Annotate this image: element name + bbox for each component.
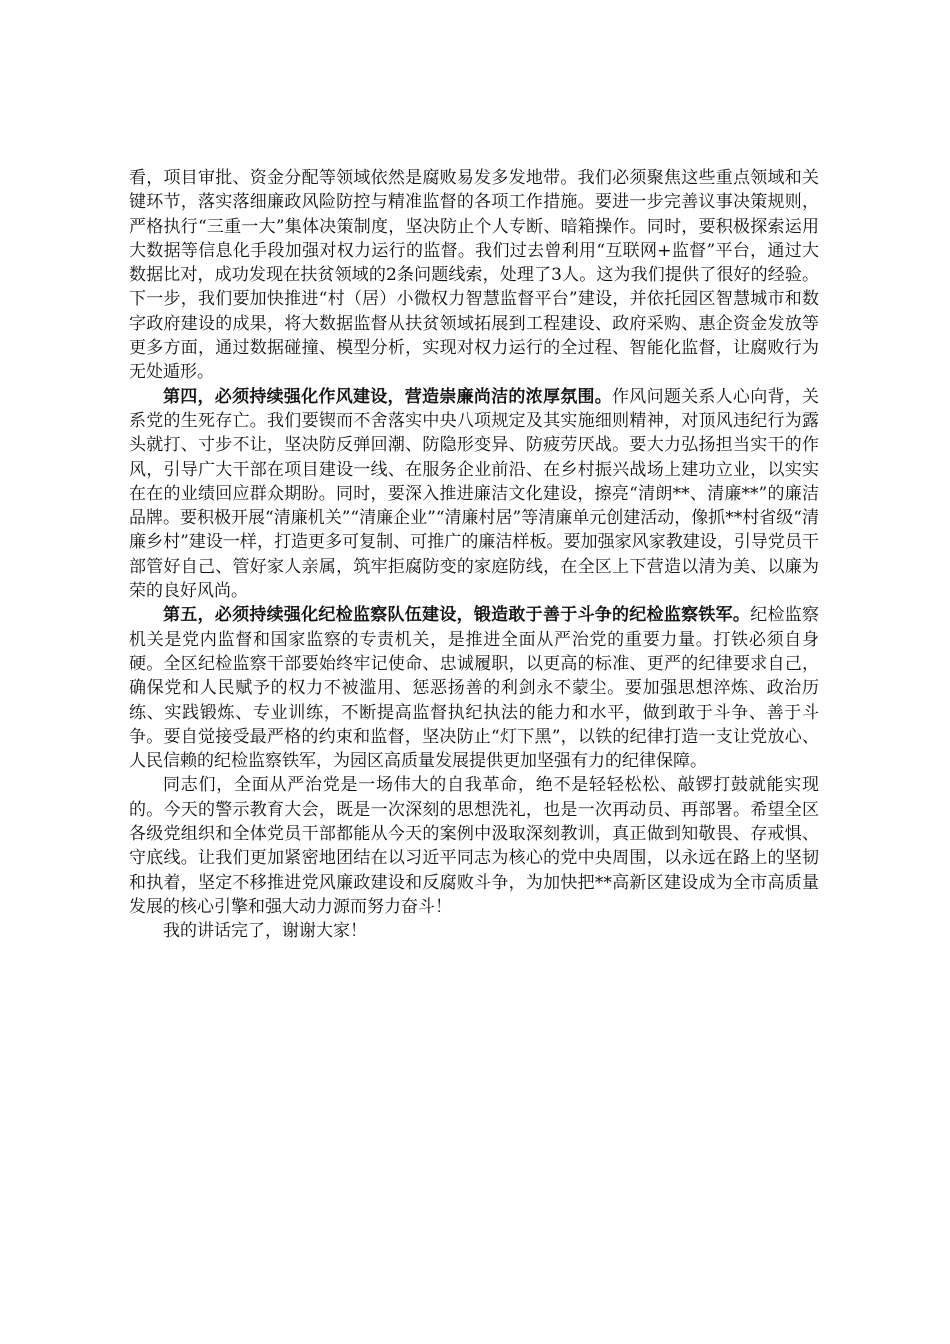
paragraph-heading: 第四，必须持续强化作风建设，营造崇廉尚洁的浓厚氛围。 <box>163 386 613 407</box>
paragraph-closing <box>129 919 819 943</box>
document-body <box>129 166 819 944</box>
paragraph-conclusion <box>129 773 819 919</box>
paragraph-point-four <box>129 385 819 604</box>
paragraph-text: 看，项目审批、资金分配等领域依然是腐败易发多发地带。我们必须聚焦这些重点领域和关键环节，落实落细廉政风险防控与精准监督的各项工作措施。要进一步完善议事决策规则，严格执行“三重一大”集体决策制度，坚决防止个人专断、暗箱操作。同时，要积极探索运用大数据等信息化手段加强对权力运行的监督。我们过去曾利用“互联网+监督”平台，通过大数据比对，成功发现在扶贫领域的2条问题线索，处理了3人。这为我们提供了很好的经验。下一步，我们要加快推进“村（居）小微权力智慧监督平台”建设，并依托园区智慧城市和数字政府建设的成果，将大数据监督从扶贫领域拓展到工程建设、政府采购、惠企资金发放等更多方面，通过数据碰撞、模型分析，实现对权力运行的全过程、智能化监督，让腐败行为无处遁形。 <box>129 168 819 383</box>
paragraph-text: 我的讲话完了，谢谢大家！ <box>163 921 367 942</box>
paragraph-heading: 第五，必须持续强化纪检监察队伍建设，锻造敢于善于斗争的纪检监察铁军。 <box>163 605 751 626</box>
paragraph-text: 纪检监察机关是党内监督和国家监察的专责机关，是推进全面从严治党的重要力量。打铁必须自身硬。全区纪检监察干部要始终牢记使命、忠诚履职，以更高的标准、更严的纪律要求自己，确保党和人民赋予的权力不被滥用、惩恶扬善的利剑永不蒙尘。要加强思想淬炼、政治历练、实践锻炼、专业训练，不断提高监督执纪执法的能力和水平，做到敢于斗争、善于斗争。要自觉接受最严格的约束和监督，坚决防止“灯下黑”，以铁的纪律打造一支让党放心、人民信赖的纪检监察铁军，为园区高质量发展提供更加坚强有力的纪律保障。 <box>129 605 819 772</box>
paragraph-point-five <box>129 603 819 773</box>
paragraph-text: 同志们，全面从严治党是一场伟大的自我革命，绝不是轻轻松松、敲锣打鼓就能实现的。今天的警示教育大会，既是一次深刻的思想洗礼，也是一次再动员、再部署。希望全区各级党组织和全体党员干部都能从今天的案例中汲取深刻教训，真正做到知敬畏、存戒惧、守底线。让我们更加紧密地团结在以习近平同志为核心的党中央周围，以永远在路上的坚韧和执着，坚定不移推进党风廉政建设和反腐败斗争，为加快把**高新区建设成为全市高质量发展的核心引擎和强大动力源而努力奋斗！ <box>129 775 819 917</box>
paragraph-text: 作风问题关系人心向背，关系党的生死存亡。我们要锲而不舍落实中央八项规定及其实施细则精神，对顶风违纪行为露头就打、寸步不让，坚决防反弹回潮、防隐形变异、防疲劳厌战。要大力弘扬担当实干的作风，引导广大干部在项目建设一线、在服务企业前沿、在乡村振兴战场上建功立业，以实实在在的业绩回应群众期盼。同时，要深入推进廉洁文化建设，擦亮“清朗**、清廉**”的廉洁品牌。要积极开展“清廉机关”“清廉企业”“清廉村居”等清廉单元创建活动，像抓**村省级“清廉乡村”建设一样，打造更多可复制、可推广的廉洁样板。要加强家风家教建设，引导党员干部管好自己、管好家人亲属，筑牢拒腐防变的家庭防线，在全区上下营造以清为美、以廉为荣的良好风尚。 <box>129 386 820 602</box>
paragraph-continuation <box>129 166 819 385</box>
